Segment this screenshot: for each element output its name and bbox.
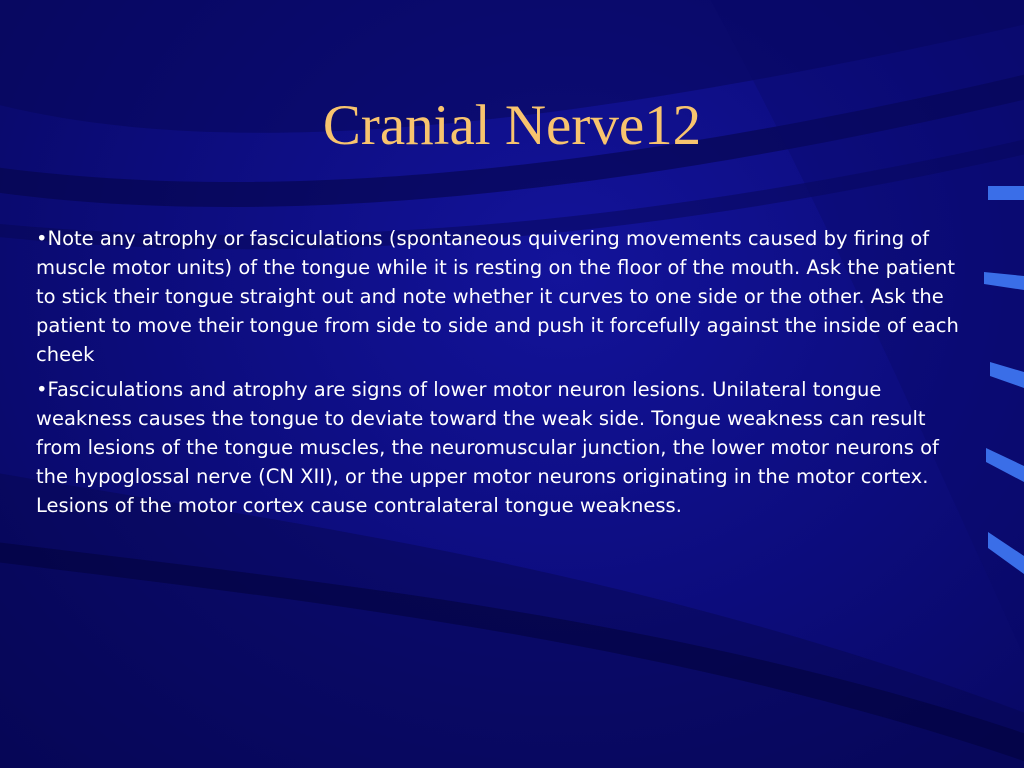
- bullet-lesion-signs: •Fasciculations and atrophy are signs of lower motor neuron lesions. Unilateral tongue weakness causes the tongue to deviate toward the weak side. Tongue weakness can result from lesions of the tongue muscles, the neuromuscular junction, the lower motor neurons of the hypoglossal nerve (CN XII), or the upper motor neurons originating in the motor cortex. Lesions of the motor cortex cause contralateral tongue weakness.: [36, 378, 939, 517]
- slide-body: [36, 224, 976, 526]
- slide-title: Cranial Nerve12: [322, 94, 702, 157]
- bullet-tongue-exam: •Note any atrophy or fasciculations (spontaneous quivering movements caused by firing of muscle motor units) of the tongue while it is resting on the floor of the mouth. Ask the patient to stick their tongue straight out and note whether it curves to one side or the other. Ask the patient to move their tongue from side to side and push it forcefully against the inside of each cheek: [36, 227, 959, 366]
